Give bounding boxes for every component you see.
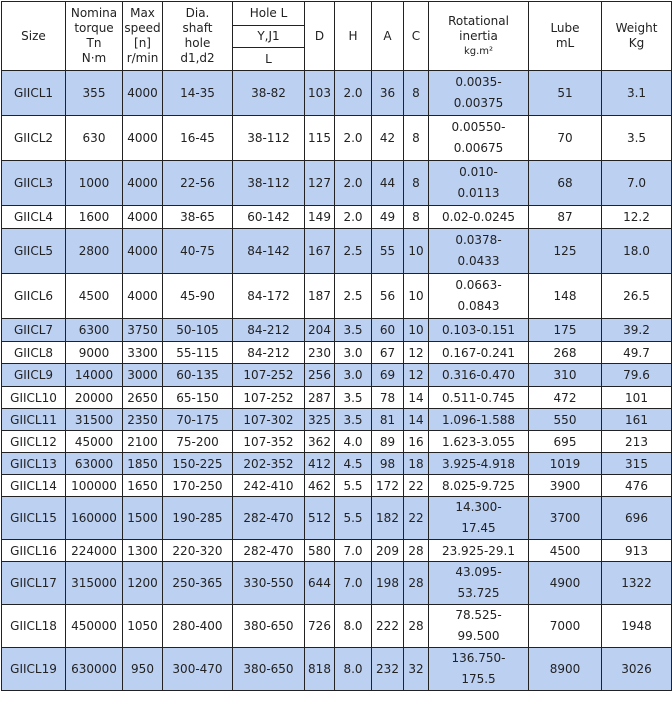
cell-hole: 380-650: [233, 605, 305, 648]
header-torque: Nomina torque Tn N·m: [66, 2, 123, 71]
cell-size: GIICL2: [2, 116, 66, 161]
cell-lube: 125: [529, 229, 602, 274]
cell-c: 18: [404, 453, 429, 475]
cell-c: 8: [404, 71, 429, 116]
header-lube: Lube mL: [529, 2, 602, 71]
cell-lube: 4900: [529, 562, 602, 605]
table-row: [2, 206, 672, 229]
cell-weight: 26.5: [602, 274, 672, 319]
cell-speed: 2350: [123, 409, 163, 431]
cell-h: 2.0: [335, 71, 372, 116]
table-row: [2, 497, 672, 540]
cell-speed: 1200: [123, 562, 163, 605]
cell-c: 10: [404, 319, 429, 342]
cell-weight: 39.2: [602, 319, 672, 342]
cell-d: 512: [305, 497, 335, 540]
cell-hole: 242-410: [233, 475, 305, 497]
cell-speed: 1050: [123, 605, 163, 648]
table-row: [2, 453, 672, 475]
cell-a: 81: [372, 409, 404, 431]
cell-torque: 224000: [66, 540, 123, 562]
cell-size: GIICL9: [2, 364, 66, 387]
cell-size: GIICL5: [2, 229, 66, 274]
cell-lube: 70: [529, 116, 602, 161]
cell-c: 28: [404, 605, 429, 648]
cell-c: 16: [404, 431, 429, 453]
cell-shaft: 60-135: [163, 364, 233, 387]
cell-h: 3.0: [335, 342, 372, 364]
cell-speed: 4000: [123, 274, 163, 319]
cell-torque: 63000: [66, 453, 123, 475]
cell-shaft: 70-175: [163, 409, 233, 431]
cell-speed: 950: [123, 648, 163, 691]
cell-h: 4.0: [335, 431, 372, 453]
header-inertia: Rotational inertia kg.m²: [429, 2, 529, 71]
cell-c: 12: [404, 364, 429, 387]
cell-speed: 1300: [123, 540, 163, 562]
cell-h: 2.5: [335, 274, 372, 319]
cell-size: GIICL19: [2, 648, 66, 691]
cell-weight: 213: [602, 431, 672, 453]
cell-inertia: 3.925-4.918: [429, 453, 529, 475]
cell-hole: 107-352: [233, 431, 305, 453]
cell-lube: 3700: [529, 497, 602, 540]
cell-inertia: 0.02-0.0245: [429, 206, 529, 229]
cell-speed: 1850: [123, 453, 163, 475]
cell-shaft: 16-45: [163, 116, 233, 161]
cell-d: 204: [305, 319, 335, 342]
cell-weight: 101: [602, 387, 672, 409]
cell-lube: 3900: [529, 475, 602, 497]
cell-size: GIICL3: [2, 161, 66, 206]
cell-a: 49: [372, 206, 404, 229]
cell-a: 232: [372, 648, 404, 691]
cell-c: 32: [404, 648, 429, 691]
cell-hole: 84-212: [233, 342, 305, 364]
cell-d: 726: [305, 605, 335, 648]
cell-h: 8.0: [335, 605, 372, 648]
cell-inertia: 14.300- 17.45: [429, 497, 529, 540]
cell-torque: 4500: [66, 274, 123, 319]
cell-c: 8: [404, 206, 429, 229]
cell-shaft: 190-285: [163, 497, 233, 540]
cell-d: 230: [305, 342, 335, 364]
cell-h: 7.0: [335, 540, 372, 562]
cell-speed: 2650: [123, 387, 163, 409]
cell-shaft: 65-150: [163, 387, 233, 409]
table-row: [2, 540, 672, 562]
cell-speed: 4000: [123, 229, 163, 274]
header-speed: Max speed [n] r/min: [123, 2, 163, 71]
table-row: [2, 475, 672, 497]
cell-inertia: 0.010- 0.0113: [429, 161, 529, 206]
cell-c: 10: [404, 229, 429, 274]
cell-hole: 380-650: [233, 648, 305, 691]
cell-shaft: 250-365: [163, 562, 233, 605]
cell-lube: 1019: [529, 453, 602, 475]
cell-d: 127: [305, 161, 335, 206]
cell-a: 55: [372, 229, 404, 274]
table-body: [2, 71, 672, 691]
cell-a: 98: [372, 453, 404, 475]
cell-inertia: 23.925-29.1: [429, 540, 529, 562]
cell-c: 14: [404, 387, 429, 409]
header-d: D: [305, 2, 335, 71]
header-hole-l: Hole L: [233, 2, 305, 26]
cell-speed: 2100: [123, 431, 163, 453]
cell-d: 362: [305, 431, 335, 453]
cell-speed: 1500: [123, 497, 163, 540]
cell-lube: 148: [529, 274, 602, 319]
cell-inertia: 136.750- 175.5: [429, 648, 529, 691]
cell-h: 7.0: [335, 562, 372, 605]
cell-h: 4.5: [335, 453, 372, 475]
cell-c: 14: [404, 409, 429, 431]
header-weight: Weight Kg: [602, 2, 672, 71]
cell-c: 28: [404, 540, 429, 562]
table-row: [2, 562, 672, 605]
cell-lube: 695: [529, 431, 602, 453]
cell-size: GIICL4: [2, 206, 66, 229]
header-a: A: [372, 2, 404, 71]
cell-a: 172: [372, 475, 404, 497]
cell-hole: 84-172: [233, 274, 305, 319]
cell-hole: 330-550: [233, 562, 305, 605]
table-row: [2, 116, 672, 161]
cell-h: 3.5: [335, 409, 372, 431]
cell-weight: 12.2: [602, 206, 672, 229]
cell-size: GIICL17: [2, 562, 66, 605]
coupling-spec-table: [1, 1, 672, 691]
cell-inertia: 8.025-9.725: [429, 475, 529, 497]
cell-weight: 161: [602, 409, 672, 431]
cell-c: 12: [404, 342, 429, 364]
cell-shaft: 150-225: [163, 453, 233, 475]
cell-h: 3.5: [335, 319, 372, 342]
cell-lube: 175: [529, 319, 602, 342]
cell-a: 56: [372, 274, 404, 319]
cell-torque: 1600: [66, 206, 123, 229]
cell-torque: 6300: [66, 319, 123, 342]
cell-h: 2.0: [335, 161, 372, 206]
table-row: [2, 274, 672, 319]
cell-lube: 68: [529, 161, 602, 206]
cell-shaft: 170-250: [163, 475, 233, 497]
cell-d: 149: [305, 206, 335, 229]
table-row: [2, 161, 672, 206]
cell-lube: 4500: [529, 540, 602, 562]
cell-hole: 84-142: [233, 229, 305, 274]
cell-size: GIICL13: [2, 453, 66, 475]
cell-lube: 51: [529, 71, 602, 116]
cell-torque: 100000: [66, 475, 123, 497]
cell-d: 287: [305, 387, 335, 409]
cell-shaft: 22-56: [163, 161, 233, 206]
cell-a: 209: [372, 540, 404, 562]
cell-hole: 38-112: [233, 161, 305, 206]
cell-torque: 315000: [66, 562, 123, 605]
cell-hole: 107-252: [233, 387, 305, 409]
cell-weight: 1948: [602, 605, 672, 648]
cell-d: 256: [305, 364, 335, 387]
table-row: [2, 387, 672, 409]
cell-torque: 630000: [66, 648, 123, 691]
cell-d: 325: [305, 409, 335, 431]
cell-speed: 3300: [123, 342, 163, 364]
cell-inertia: 1.623-3.055: [429, 431, 529, 453]
cell-d: 462: [305, 475, 335, 497]
cell-a: 89: [372, 431, 404, 453]
cell-inertia: 0.167-0.241: [429, 342, 529, 364]
cell-torque: 355: [66, 71, 123, 116]
table-row: [2, 229, 672, 274]
cell-h: 2.0: [335, 206, 372, 229]
cell-shaft: 50-105: [163, 319, 233, 342]
cell-shaft: 75-200: [163, 431, 233, 453]
cell-size: GIICL18: [2, 605, 66, 648]
cell-lube: 8900: [529, 648, 602, 691]
table-row: [2, 364, 672, 387]
cell-torque: 20000: [66, 387, 123, 409]
cell-d: 580: [305, 540, 335, 562]
cell-d: 103: [305, 71, 335, 116]
cell-weight: 3026: [602, 648, 672, 691]
table-row: [2, 342, 672, 364]
cell-size: GIICL7: [2, 319, 66, 342]
cell-h: 2.5: [335, 229, 372, 274]
cell-a: 222: [372, 605, 404, 648]
cell-torque: 160000: [66, 497, 123, 540]
cell-torque: 2800: [66, 229, 123, 274]
cell-inertia: 0.0378- 0.0433: [429, 229, 529, 274]
cell-d: 818: [305, 648, 335, 691]
cell-lube: 472: [529, 387, 602, 409]
cell-c: 28: [404, 562, 429, 605]
cell-weight: 1322: [602, 562, 672, 605]
table-row: [2, 319, 672, 342]
cell-a: 67: [372, 342, 404, 364]
cell-speed: 3750: [123, 319, 163, 342]
cell-shaft: 55-115: [163, 342, 233, 364]
cell-hole: 282-470: [233, 497, 305, 540]
cell-d: 644: [305, 562, 335, 605]
cell-a: 44: [372, 161, 404, 206]
cell-weight: 49.7: [602, 342, 672, 364]
cell-shaft: 280-400: [163, 605, 233, 648]
cell-inertia: 0.0663- 0.0843: [429, 274, 529, 319]
cell-shaft: 45-90: [163, 274, 233, 319]
cell-h: 8.0: [335, 648, 372, 691]
cell-hole: 107-302: [233, 409, 305, 431]
cell-h: 2.0: [335, 116, 372, 161]
cell-speed: 3000: [123, 364, 163, 387]
cell-c: 22: [404, 497, 429, 540]
cell-inertia: 78.525- 99.500: [429, 605, 529, 648]
cell-weight: 913: [602, 540, 672, 562]
cell-hole: 60-142: [233, 206, 305, 229]
cell-hole: 202-352: [233, 453, 305, 475]
cell-weight: 79.6: [602, 364, 672, 387]
cell-torque: 9000: [66, 342, 123, 364]
table-row: [2, 605, 672, 648]
cell-lube: 7000: [529, 605, 602, 648]
table-row: [2, 409, 672, 431]
cell-size: GIICL1: [2, 71, 66, 116]
cell-inertia: 43.095- 53.725: [429, 562, 529, 605]
cell-shaft: 40-75: [163, 229, 233, 274]
cell-shaft: 220-320: [163, 540, 233, 562]
cell-weight: 315: [602, 453, 672, 475]
cell-d: 412: [305, 453, 335, 475]
cell-a: 36: [372, 71, 404, 116]
cell-size: GIICL16: [2, 540, 66, 562]
cell-inertia: 0.0035- 0.00375: [429, 71, 529, 116]
cell-c: 8: [404, 116, 429, 161]
header-h: H: [335, 2, 372, 71]
cell-hole: 84-212: [233, 319, 305, 342]
cell-hole: 38-82: [233, 71, 305, 116]
cell-d: 115: [305, 116, 335, 161]
header-shaft-hole: Dia. shaft hole d1,d2: [163, 2, 233, 71]
cell-hole: 107-252: [233, 364, 305, 387]
cell-d: 187: [305, 274, 335, 319]
cell-size: GIICL6: [2, 274, 66, 319]
cell-inertia: 0.316-0.470: [429, 364, 529, 387]
header-size: Size: [2, 2, 66, 71]
cell-shaft: 300-470: [163, 648, 233, 691]
cell-a: 182: [372, 497, 404, 540]
cell-a: 69: [372, 364, 404, 387]
cell-size: GIICL15: [2, 497, 66, 540]
cell-size: GIICL11: [2, 409, 66, 431]
table-row: [2, 71, 672, 116]
table-row: [2, 648, 672, 691]
cell-a: 60: [372, 319, 404, 342]
cell-speed: 4000: [123, 206, 163, 229]
cell-lube: 268: [529, 342, 602, 364]
cell-h: 5.5: [335, 497, 372, 540]
cell-speed: 4000: [123, 161, 163, 206]
cell-lube: 550: [529, 409, 602, 431]
cell-inertia: 0.103-0.151: [429, 319, 529, 342]
cell-speed: 1650: [123, 475, 163, 497]
cell-a: 78: [372, 387, 404, 409]
header-hole-l-sub: Y,J1 L: [233, 26, 305, 71]
cell-size: GIICL14: [2, 475, 66, 497]
cell-h: 3.0: [335, 364, 372, 387]
cell-size: GIICL8: [2, 342, 66, 364]
cell-speed: 4000: [123, 71, 163, 116]
cell-weight: 18.0: [602, 229, 672, 274]
cell-a: 42: [372, 116, 404, 161]
cell-d: 167: [305, 229, 335, 274]
cell-h: 5.5: [335, 475, 372, 497]
cell-weight: 476: [602, 475, 672, 497]
cell-speed: 4000: [123, 116, 163, 161]
cell-inertia: 1.096-1.588: [429, 409, 529, 431]
cell-hole: 38-112: [233, 116, 305, 161]
cell-a: 198: [372, 562, 404, 605]
cell-shaft: 14-35: [163, 71, 233, 116]
cell-weight: 3.5: [602, 116, 672, 161]
cell-inertia: 0.00550- 0.00675: [429, 116, 529, 161]
cell-inertia: 0.511-0.745: [429, 387, 529, 409]
cell-c: 22: [404, 475, 429, 497]
cell-shaft: 38-65: [163, 206, 233, 229]
cell-lube: 310: [529, 364, 602, 387]
cell-weight: 3.1: [602, 71, 672, 116]
cell-c: 10: [404, 274, 429, 319]
cell-weight: 7.0: [602, 161, 672, 206]
cell-size: GIICL10: [2, 387, 66, 409]
cell-hole: 282-470: [233, 540, 305, 562]
cell-c: 8: [404, 161, 429, 206]
cell-h: 3.5: [335, 387, 372, 409]
cell-lube: 87: [529, 206, 602, 229]
cell-torque: 450000: [66, 605, 123, 648]
table-header: [2, 2, 672, 71]
cell-torque: 1000: [66, 161, 123, 206]
cell-weight: 696: [602, 497, 672, 540]
cell-torque: 31500: [66, 409, 123, 431]
header-c: C: [404, 2, 429, 71]
cell-torque: 14000: [66, 364, 123, 387]
table-row: [2, 431, 672, 453]
cell-torque: 45000: [66, 431, 123, 453]
cell-size: GIICL12: [2, 431, 66, 453]
cell-torque: 630: [66, 116, 123, 161]
